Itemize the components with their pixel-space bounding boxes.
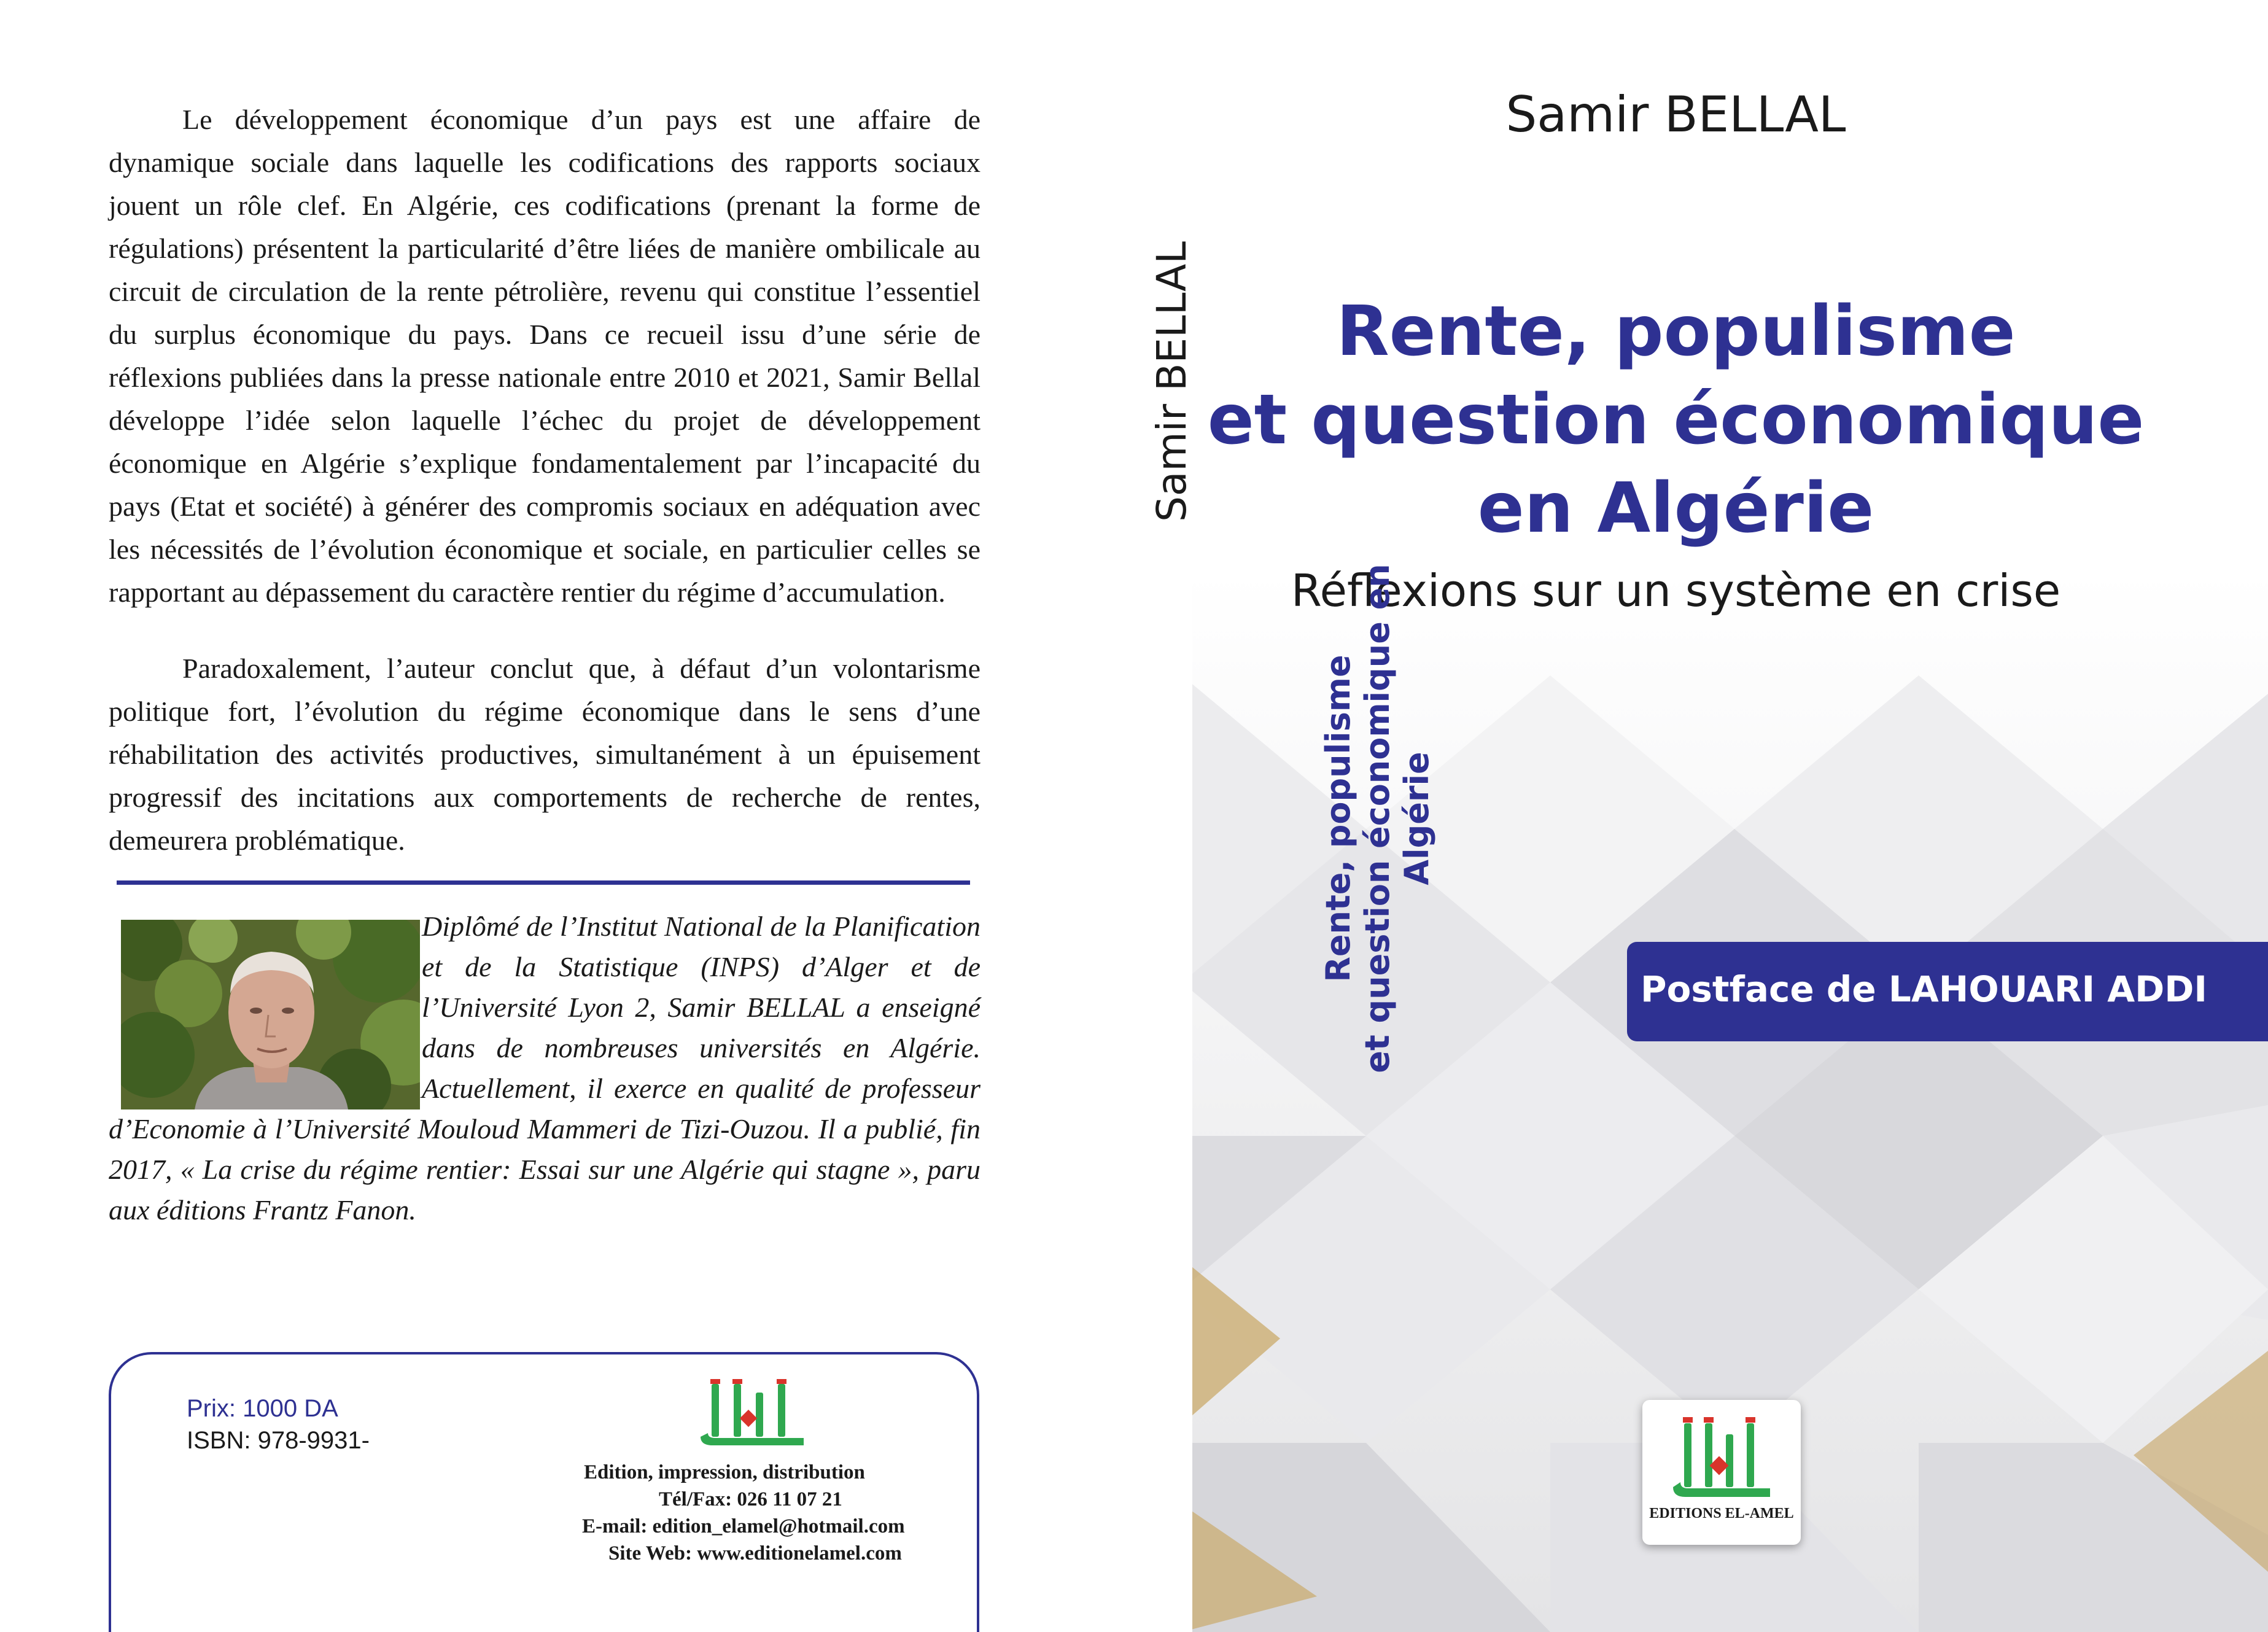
author-bio-text: Diplômé de l’Institut National de la Planification et de la Statistique (INPS) d’Alger et de l’Université Lyon 2, Samir BELLAL a enseigné dans de nombreuses universités en Algérie. Actuellement, il exerce en qualité de professeur d’Economie à l’Université Mouloud Mammeri de Tizi-Ouzou. Il a publié, fin 2017, « La crise du régime rentier: Essai sur une Algérie qui stagne », paru aux éditions Frantz Fanon.	[109, 911, 981, 1226]
postface-label: Postface de LAHOUARI ADDI	[1641, 968, 2208, 1010]
publisher-email: E-mail: edition_elamel@hotmail.com	[582, 1515, 905, 1537]
author-photo	[121, 920, 420, 1109]
publisher-services: Edition, impression, distribution	[584, 1461, 865, 1483]
title-line-3: en Algérie	[1477, 468, 1874, 548]
publisher-name: EDITIONS EL-AMEL	[1649, 1506, 1794, 1521]
blurb-paragraph-1: Le développement économique d’un pays est une affaire de dynamique sociale dans laquelle les codifications des rapports sociaux jouent un rôle clef. En Algérie, ces codifications (prenant la forme de régulations) présentent la particularité d’être liées de manière ombilicale au circuit de circulation de la rente pétrolière, revenu qui constitue l’essentiel du surplus économique du pays. Dans ce recueil issu d’une série de réflexions publiées dans la presse nationale entre 2010 et 2021, Samir Bellal développe l’idée selon laquelle l’échec du projet de développement économique en Algérie s’explique fondamentalement par l’incapacité du pays (Etat et société) à générer des compromis sociaux en adéquation avec les nécessités de l’évolution économique et sociale, en particulier celles se rapportant au dépassement du caractère rentier du régime d’accumulation.	[109, 104, 981, 608]
publisher-phone: Tél/Fax: 026 11 07 21	[659, 1488, 842, 1510]
title-line-2: et question économique	[1207, 380, 2145, 460]
spine-title	[1319, 499, 1436, 1138]
publisher-website: Site Web: www.editionelamel.com	[608, 1542, 902, 1564]
spine-title-line-1: Rente, populisme	[1319, 655, 1357, 982]
isbn-label: ISBN: 978-9931-	[187, 1427, 370, 1454]
spine-title-line-2: et question économique en Algérie	[1358, 564, 1436, 1073]
title-line-1: Rente, populisme	[1336, 292, 2016, 371]
price-label: Prix: 1000 DA	[187, 1395, 338, 1422]
spine-author-name: Samir BELLAL	[1148, 241, 1195, 522]
author-portrait-icon	[121, 920, 420, 1109]
postface-banner	[1627, 942, 2268, 1041]
publisher-info-box	[109, 1352, 979, 1632]
publisher-logo-icon	[694, 1377, 811, 1450]
section-divider	[117, 880, 970, 885]
publisher-badge	[1642, 1400, 1801, 1545]
book-subtitle: Réflexions sur un système en crise	[1291, 565, 2061, 616]
publisher-logo-icon	[1668, 1411, 1775, 1503]
blurb-paragraph-2: Paradoxalement, l’auteur conclut que, à défaut d’un volontarisme politique fort, l’évolution du régime économique dans le sens d’une réhabilitation des activités productives, simultanément à un épuisement progressif des incitations aux comportements de recherche de rentes, demeurera problématique.	[109, 653, 981, 856]
front-author-name: Samir BELLAL	[1505, 86, 1846, 143]
